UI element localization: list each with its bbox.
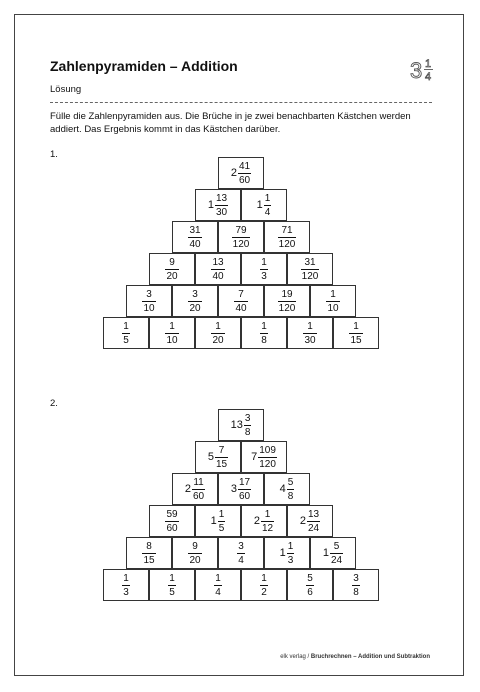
footer-book-title: Bruchrechnen – Addition und Subtraktion <box>310 654 430 660</box>
fraction <box>142 289 155 314</box>
denominator: 8 <box>244 426 251 438</box>
mixed-number <box>214 573 222 598</box>
pyramid-cell <box>218 221 264 253</box>
numerator: 3 <box>146 288 152 300</box>
fraction <box>278 225 297 250</box>
whole-part: 7 <box>251 451 258 463</box>
mixed-number <box>254 509 274 534</box>
whole-part: 1 <box>210 515 217 527</box>
logo-denominator: 4 <box>425 71 432 83</box>
numerator: 5 <box>287 476 294 488</box>
denominator: 20 <box>212 334 224 346</box>
fraction <box>330 541 343 566</box>
fraction <box>352 573 360 598</box>
mixed-number <box>211 321 224 346</box>
mixed-number <box>280 477 295 502</box>
pyramid-cell <box>264 537 310 569</box>
whole-part: 1 <box>256 199 263 211</box>
mixed-number <box>185 477 205 502</box>
fraction <box>165 509 178 534</box>
mixed-number <box>278 289 297 314</box>
pyramid-cell <box>195 189 241 221</box>
mixed-number <box>122 573 130 598</box>
pyramid-cell <box>241 441 287 473</box>
mixed-number <box>231 413 252 438</box>
fraction <box>287 541 295 566</box>
pyramid-cell <box>218 285 264 317</box>
pyramid-cell <box>126 285 172 317</box>
denominator: 10 <box>143 302 155 314</box>
fraction <box>165 257 178 282</box>
fraction <box>122 321 130 346</box>
denominator: 8 <box>353 586 359 598</box>
fraction <box>238 161 251 186</box>
numerator: 7 <box>238 288 244 300</box>
mixed-number <box>165 257 178 282</box>
numerator: 1 <box>215 320 221 332</box>
numerator: 13 <box>216 192 228 204</box>
fraction <box>301 257 320 282</box>
denominator: 24 <box>308 522 320 534</box>
mixed-number <box>303 321 316 346</box>
whole-part: 2 <box>299 515 306 527</box>
denominator: 120 <box>232 238 250 250</box>
header-divider <box>50 102 432 103</box>
mixed-number <box>211 509 226 534</box>
denominator: 4 <box>264 206 271 218</box>
numerator: 3 <box>238 540 244 552</box>
fraction <box>260 573 268 598</box>
whole-part: 2 <box>230 167 237 179</box>
denominator: 5 <box>123 334 129 346</box>
numerator: 13 <box>308 508 320 520</box>
pyramid-cell <box>333 569 379 601</box>
denominator: 2 <box>261 586 267 598</box>
mixed-number <box>122 321 130 346</box>
fraction <box>244 413 252 438</box>
pyramid-cell <box>218 537 264 569</box>
pyramid-cell <box>333 317 379 349</box>
pyramid-cell <box>241 253 287 285</box>
pyramid-cell <box>218 409 264 441</box>
numerator: 1 <box>264 508 271 520</box>
denominator: 10 <box>327 302 339 314</box>
mixed-number <box>231 161 251 186</box>
pyramid-cell <box>172 285 218 317</box>
fraction <box>165 321 178 346</box>
mixed-number <box>257 193 272 218</box>
denominator: 120 <box>259 458 276 470</box>
denominator: 12 <box>262 522 274 534</box>
numerator: 5 <box>333 540 340 552</box>
mixed-number <box>323 541 343 566</box>
mixed-number <box>188 541 201 566</box>
mixed-number <box>251 445 277 470</box>
numerator: 1 <box>169 320 175 332</box>
denominator: 60 <box>239 174 251 186</box>
denominator: 30 <box>304 334 316 346</box>
pyramid-cell <box>218 473 264 505</box>
instructions-text: Fülle die Zahlenpyramiden aus. Die Brüche in je zwei benachbarten Kästchen werden addiert. Das Ergebnis kommt in das Kästchen darüber. <box>50 111 411 135</box>
denominator: 15 <box>350 334 362 346</box>
whole-part: 1 <box>207 199 214 211</box>
fraction <box>349 321 362 346</box>
whole-part: 13 <box>230 419 243 431</box>
mixed-number <box>142 541 155 566</box>
numerator: 19 <box>281 288 293 300</box>
fraction <box>237 541 245 566</box>
numerator: 1 <box>169 572 175 584</box>
denominator: 40 <box>212 270 224 282</box>
fraction <box>215 445 228 470</box>
pyramid-cell <box>264 285 310 317</box>
fraction <box>232 225 251 250</box>
numerator: 17 <box>239 476 251 488</box>
numerator: 31 <box>304 256 316 268</box>
denominator: 4 <box>238 554 244 566</box>
fraction <box>192 477 205 502</box>
fraction <box>214 573 222 598</box>
mixed-number <box>142 289 155 314</box>
denominator: 120 <box>278 238 296 250</box>
numerator: 13 <box>212 256 224 268</box>
mixed-number <box>260 573 268 598</box>
mixed-number <box>168 573 176 598</box>
fraction <box>188 289 201 314</box>
denominator: 30 <box>216 206 228 218</box>
numerator: 1 <box>261 256 267 268</box>
fraction <box>260 257 268 282</box>
pyramid-cell <box>241 569 287 601</box>
numerator: 11 <box>193 476 204 488</box>
pyramid-cell <box>149 505 195 537</box>
numerator: 8 <box>146 540 152 552</box>
mixed-number <box>260 257 268 282</box>
pyramid-cell <box>126 537 172 569</box>
fraction <box>303 321 316 346</box>
denominator: 20 <box>166 270 178 282</box>
pyramid-cell <box>103 317 149 349</box>
fraction <box>188 225 201 250</box>
whole-part: 4 <box>279 483 286 495</box>
pyramid-cell <box>195 441 241 473</box>
denominator: 60 <box>193 490 205 502</box>
denominator: 20 <box>189 302 201 314</box>
denominator: 8 <box>287 490 294 502</box>
denominator: 5 <box>218 522 225 534</box>
pyramid-cell <box>241 317 287 349</box>
denominator: 5 <box>169 586 175 598</box>
pyramid-cell <box>264 221 310 253</box>
mixed-number <box>306 573 314 598</box>
pyramid-cell <box>149 253 195 285</box>
whole-part: 1 <box>279 547 286 559</box>
numerator: 1 <box>123 572 129 584</box>
denominator: 120 <box>278 302 296 314</box>
denominator: 3 <box>261 270 267 282</box>
pyramid-cell <box>241 505 287 537</box>
mixed-number <box>326 289 339 314</box>
fraction <box>260 321 268 346</box>
numerator: 1 <box>307 320 313 332</box>
numerator: 71 <box>281 224 293 236</box>
pyramid-cell <box>287 253 333 285</box>
fraction <box>326 289 339 314</box>
pyramid-cell <box>287 569 333 601</box>
numerator: 109 <box>259 444 276 456</box>
mixed-number <box>188 289 201 314</box>
mixed-number <box>260 321 268 346</box>
mixed-number <box>349 321 362 346</box>
denominator: 40 <box>235 302 247 314</box>
fraction <box>306 573 314 598</box>
denominator: 120 <box>301 270 319 282</box>
numerator: 7 <box>218 444 225 456</box>
denominator: 20 <box>189 554 201 566</box>
fraction <box>258 445 277 470</box>
numerator: 1 <box>261 320 267 332</box>
denominator: 60 <box>239 490 251 502</box>
pyramid-cell <box>149 317 195 349</box>
whole-part: 2 <box>184 483 191 495</box>
fraction <box>211 321 224 346</box>
mixed-number <box>208 193 228 218</box>
pyramid-2-label: 2. <box>50 398 58 409</box>
mixed-number <box>237 541 245 566</box>
pyramid-1-label: 1. <box>50 149 58 160</box>
numerator: 9 <box>192 540 198 552</box>
mixed-number <box>165 509 178 534</box>
numerator: 1 <box>353 320 359 332</box>
mixed-number <box>278 225 297 250</box>
pyramid-cell <box>195 317 241 349</box>
numerator: 3 <box>353 572 359 584</box>
numerator: 1 <box>218 508 225 520</box>
pyramid-cell <box>172 473 218 505</box>
pyramid-cell <box>241 189 287 221</box>
mixed-number <box>231 477 251 502</box>
denominator: 15 <box>216 458 228 470</box>
numerator: 79 <box>235 224 247 236</box>
fraction <box>142 541 155 566</box>
pyramid-cell <box>149 569 195 601</box>
pyramid-cell <box>172 537 218 569</box>
pyramid-cell <box>103 569 149 601</box>
numerator: 1 <box>261 572 267 584</box>
fraction <box>215 193 228 218</box>
page-subtitle: Lösung <box>50 84 82 95</box>
fraction <box>261 509 274 534</box>
numerator: 3 <box>192 288 198 300</box>
denominator: 60 <box>166 522 178 534</box>
denominator: 3 <box>287 554 294 566</box>
mixed-number <box>165 321 178 346</box>
pyramid-cell <box>218 157 264 189</box>
mixed-number <box>208 445 228 470</box>
fraction <box>238 477 251 502</box>
fraction <box>307 509 320 534</box>
whole-part: 5 <box>207 451 214 463</box>
denominator: 4 <box>215 586 221 598</box>
fraction <box>188 541 201 566</box>
fraction <box>278 289 297 314</box>
mixed-number <box>301 257 320 282</box>
numerator: 1 <box>264 192 271 204</box>
numerator: 1 <box>287 540 294 552</box>
denominator: 10 <box>166 334 178 346</box>
pyramid-cell <box>195 253 241 285</box>
fraction <box>264 193 272 218</box>
whole-part: 3 <box>230 483 237 495</box>
pyramid-cell <box>287 317 333 349</box>
mixed-number <box>352 573 360 598</box>
mixed-number <box>300 509 320 534</box>
pyramid-cell <box>310 537 356 569</box>
denominator: 8 <box>261 334 267 346</box>
fraction <box>168 573 176 598</box>
footer-publisher: elk verlag / <box>280 654 311 660</box>
numerator: 59 <box>166 508 178 520</box>
fraction <box>287 477 295 502</box>
pyramid-cell <box>172 221 218 253</box>
pyramid-cell <box>264 473 310 505</box>
numerator: 1 <box>215 572 221 584</box>
pyramid-cell <box>195 505 241 537</box>
denominator: 15 <box>143 554 155 566</box>
whole-part: 1 <box>322 547 329 559</box>
numerator: 5 <box>307 572 313 584</box>
numerator: 1 <box>330 288 336 300</box>
pyramid-cell <box>195 569 241 601</box>
denominator: 24 <box>331 554 343 566</box>
numerator: 1 <box>123 320 129 332</box>
logo-whole: 3 <box>410 58 423 83</box>
whole-part: 2 <box>253 515 260 527</box>
page-title: Zahlenpyramiden – Addition <box>50 58 238 74</box>
mixed-number <box>211 257 224 282</box>
fraction-logo <box>408 56 436 84</box>
pyramid-cell <box>310 285 356 317</box>
numerator: 9 <box>169 256 175 268</box>
numerator: 3 <box>244 412 251 424</box>
mixed-number <box>188 225 201 250</box>
fraction <box>234 289 247 314</box>
fraction <box>218 509 226 534</box>
fraction <box>211 257 224 282</box>
denominator: 3 <box>123 586 129 598</box>
denominator: 40 <box>189 238 201 250</box>
fraction <box>122 573 130 598</box>
pyramid-cell <box>287 505 333 537</box>
logo-numerator: 1 <box>425 58 432 70</box>
mixed-number <box>280 541 295 566</box>
footer <box>280 654 430 660</box>
mixed-number <box>234 289 247 314</box>
numerator: 31 <box>189 224 201 236</box>
mixed-number <box>232 225 251 250</box>
denominator: 6 <box>307 586 313 598</box>
numerator: 41 <box>239 160 251 172</box>
